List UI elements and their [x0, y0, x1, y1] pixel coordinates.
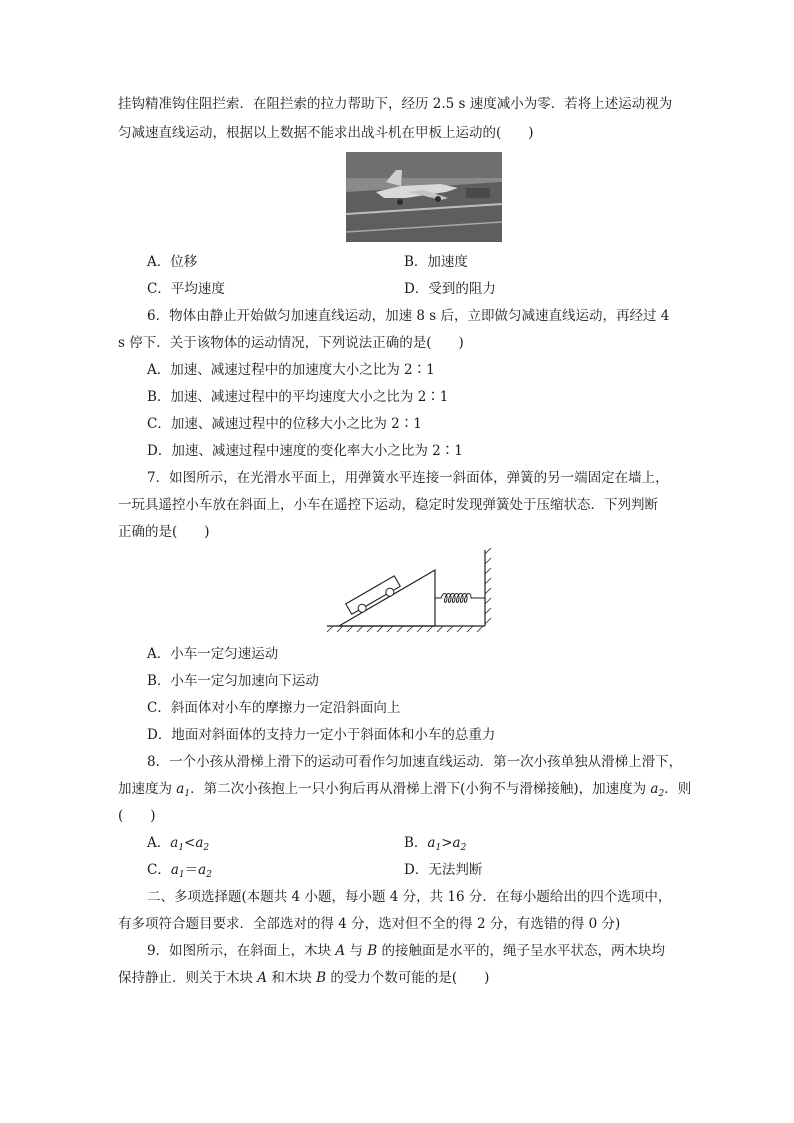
q5-option-b: B．加速度: [404, 254, 468, 270]
q9-stem-line-1: 9．如图所示，在斜面上，木块 A 与 B 的接触面是水平的，绳子呈水平状态，两木块均: [147, 943, 665, 959]
q9-block-a: A: [335, 943, 346, 959]
intro-line-2: 匀减速直线运动，根据以上数据不能求出战斗机在甲板上运动的( ): [118, 125, 534, 141]
q6-option-d: D．加速、减速过程中速度的变化率大小之比为 2∶1: [147, 443, 463, 459]
q8-text-3: ．则: [664, 781, 692, 797]
q8-stem-line-1: 8．一个小孩从滑梯上滑下的运动可看作匀加速直线运动．第一次小孩单独从滑梯上滑下，: [147, 754, 683, 770]
q7-option-b: B．小车一定匀加速向下运动: [147, 673, 319, 689]
q8-option-d: D．无法判断: [404, 862, 483, 878]
q8-option-b: B．$a_1>a_2$: [404, 835, 467, 853]
fighter-jet-photo: [346, 152, 502, 242]
q6-option-c: C．加速、减速过程中的位移大小之比为 2∶1: [147, 416, 422, 432]
fighter-jet-illustration: [346, 152, 502, 242]
q8-var-a1: $a_1$: [176, 781, 191, 799]
section2-line-1: 二、多项选择题(本题共 4 小题，每小题 4 分，共 16 分．在每小题给出的四个选项中，: [147, 889, 672, 905]
q7-option-c: C．斜面体对小车的摩擦力一定沿斜面向上: [147, 700, 401, 716]
q6-option-b: B．加速、减速过程中的平均速度大小之比为 2∶1: [147, 389, 449, 405]
q8-text-1: 加速度为: [118, 781, 177, 797]
spring-icon: [435, 594, 485, 603]
q7-option-d: D．地面对斜面体的支持力一定小于斜面体和小车的总重力: [147, 727, 496, 743]
section2-line-2: 有多项符合题目要求．全部选对的得 4 分，选对但不全的得 2 分，有选错的得 0 分): [118, 916, 621, 932]
toy-car: [346, 576, 402, 618]
q8-stem-line-2: [118, 779, 691, 804]
q5-option-c: C．平均速度: [147, 281, 225, 297]
q8-option-c: C．$a_1=a_2$: [147, 862, 212, 880]
q9-block-b: B: [367, 943, 378, 959]
q6-stem-line-2: s 停下．关于该物体的运动情况，下列说法正确的是( ): [118, 335, 464, 351]
q5-option-d: D．受到的阻力: [404, 281, 496, 297]
q7-option-a: A．小车一定匀速运动: [147, 646, 279, 662]
q6-stem-line-1: 6．物体由静止开始做匀加速直线运动，加速 8 s 后，立即做匀减速直线运动，再经过 4: [147, 308, 670, 324]
q8-stem-line-3: ( ): [118, 808, 156, 824]
q7-stem-line-3: 正确的是( ): [118, 524, 210, 540]
q8-text-2: ．第二次小孩抱上一只小狗后再从滑梯上滑下(小狗不与滑梯接触)，加速度为: [190, 781, 651, 797]
q8-option-a: A．$a_1<a_2$: [147, 835, 210, 853]
q9-stem-line-2: 保持静止．则关于木块 A 和木块 B 的受力个数可能的是( ): [118, 970, 490, 986]
q7-stem-line-2: 一玩具遥控小车放在斜面上，小车在遥控下运动，稳定时发现弹簧处于压缩状态．下列判断: [118, 497, 658, 513]
q5-option-a: A．位移: [147, 254, 198, 270]
q7-stem-line-1: 7．如图所示，在光滑水平面上，用弹簧水平连接一斜面体，弹簧的另一端固定在墙上，: [147, 470, 669, 486]
q8-var-a2: $a_2$: [650, 781, 665, 799]
q6-option-a: A．加速、减速过程中的加速度大小之比为 2∶1: [147, 362, 435, 378]
incline-spring-diagram: [325, 548, 495, 632]
intro-line-1: 挂钩精准钩住阻拦索．在阻拦索的拉力帮助下，经历 2.5 s 速度减小为零．若将上述运动视为: [118, 96, 673, 112]
